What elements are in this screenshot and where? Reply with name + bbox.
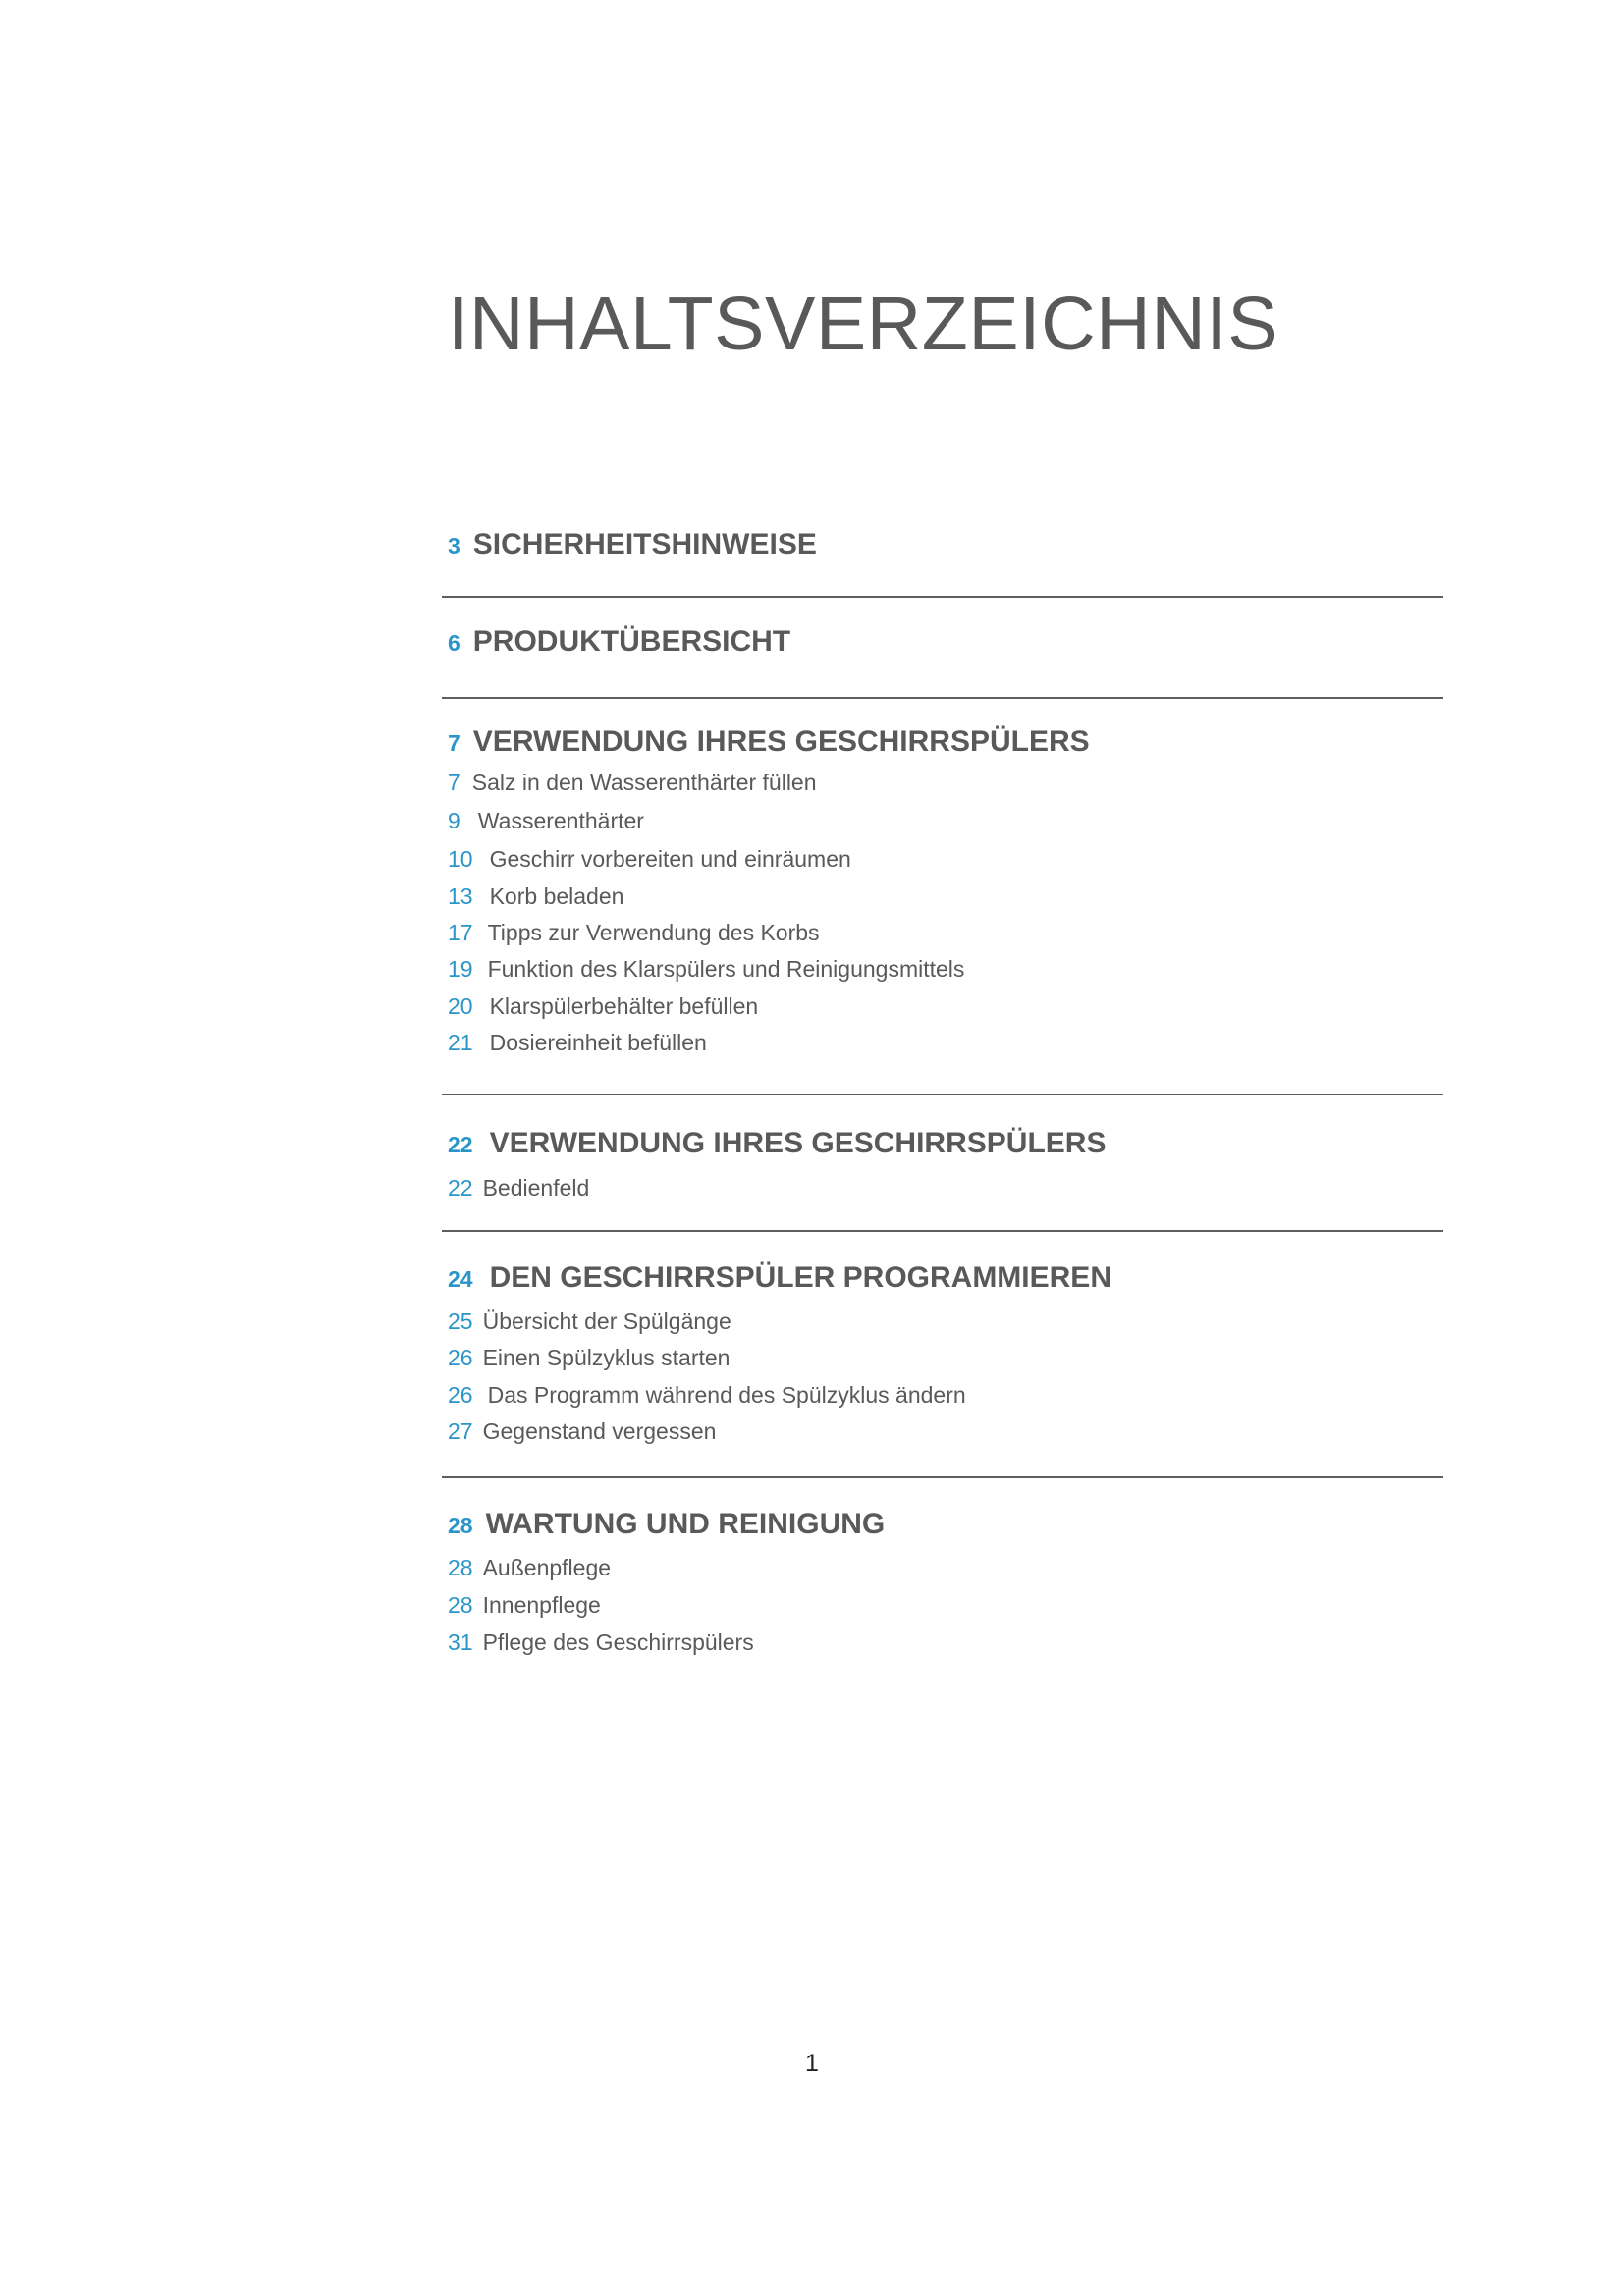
entry-label: Bedienfeld [482, 1175, 590, 1201]
entry-label: Tipps zur Verwendung des Korbs [487, 920, 820, 945]
entry-page-number: 9 [448, 808, 460, 833]
section-divider [442, 596, 1443, 598]
toc-entry[interactable] [448, 958, 964, 981]
entry-page-number: 25 [448, 1308, 473, 1334]
page-number: 1 [805, 2050, 819, 2077]
toc-entry[interactable] [448, 1347, 730, 1369]
section-page-number: 24 [448, 1266, 473, 1292]
section-divider [442, 1094, 1443, 1095]
toc-entry[interactable] [448, 848, 851, 871]
toc-entry[interactable] [448, 1594, 601, 1617]
entry-label: Pflege des Geschirrspülers [482, 1629, 754, 1655]
entry-label: Einen Spülzyklus starten [482, 1345, 731, 1370]
entry-page-number: 28 [448, 1555, 473, 1580]
toc-entry[interactable] [448, 1631, 754, 1654]
section-divider [442, 1476, 1443, 1478]
section-title: VERWENDUNG IHRES GESCHIRRSPÜLERS [472, 725, 1090, 758]
toc-entry[interactable] [448, 1384, 966, 1407]
section-title: PRODUKTÜBERSICHT [472, 625, 791, 658]
toc-entry[interactable] [448, 1420, 716, 1443]
toc-section-heading[interactable] [448, 727, 1090, 757]
section-page-number: 28 [448, 1513, 473, 1538]
entry-label: Geschirr vorbereiten und einräumen [489, 846, 851, 872]
entry-label: Außenpflege [482, 1555, 612, 1580]
section-title: VERWENDUNG IHRES GESCHIRRSPÜLERS [489, 1127, 1107, 1159]
entry-page-number: 27 [448, 1418, 473, 1444]
entry-page-number: 7 [448, 770, 460, 795]
toc-section-heading[interactable] [448, 1263, 1111, 1293]
entry-page-number: 10 [448, 846, 473, 872]
entry-label: Dosiereinheit befüllen [489, 1030, 707, 1055]
toc-entry[interactable] [448, 922, 820, 944]
toc-entry[interactable] [448, 810, 644, 832]
entry-page-number: 19 [448, 956, 473, 982]
entry-page-number: 17 [448, 920, 473, 945]
entry-label: Wasserenthärter [477, 808, 644, 833]
entry-page-number: 20 [448, 993, 473, 1019]
section-divider [442, 697, 1443, 699]
entry-page-number: 26 [448, 1345, 473, 1370]
section-page-number: 7 [448, 730, 460, 756]
toc-section-heading[interactable] [448, 1510, 885, 1539]
entry-label: Funktion des Klarspülers und Reinigungsmittels [487, 956, 965, 982]
section-title: WARTUNG UND REINIGUNG [485, 1508, 886, 1540]
entry-label: Salz in den Wasserenthärter füllen [471, 770, 817, 795]
entry-label: Klarspülerbehälter befüllen [489, 993, 759, 1019]
section-page-number: 3 [448, 533, 460, 559]
toc-section-heading[interactable] [448, 1129, 1106, 1158]
entry-label: Übersicht der Spülgänge [482, 1308, 731, 1334]
toc-entry[interactable] [448, 885, 623, 908]
entry-page-number: 13 [448, 883, 473, 909]
toc-entry[interactable] [448, 1032, 707, 1054]
entry-page-number: 26 [448, 1382, 473, 1408]
entry-label: Gegenstand vergessen [482, 1418, 717, 1444]
toc-entry[interactable] [448, 1177, 589, 1200]
toc-entry[interactable] [448, 995, 758, 1018]
entry-label: Korb beladen [489, 883, 624, 909]
entry-label: Das Programm während des Spülzyklus ändern [487, 1382, 966, 1408]
toc-section-heading[interactable] [448, 530, 817, 560]
entry-page-number: 22 [448, 1175, 473, 1201]
toc-entry[interactable] [448, 1310, 731, 1333]
page-title: INHALTSVERZEICHNIS [448, 282, 1279, 366]
toc-entry[interactable] [448, 1557, 611, 1579]
toc-entry[interactable] [448, 772, 817, 794]
toc-section-heading[interactable] [448, 627, 790, 657]
section-divider [442, 1230, 1443, 1232]
entry-page-number: 21 [448, 1030, 473, 1055]
entry-page-number: 31 [448, 1629, 473, 1655]
section-page-number: 6 [448, 630, 460, 656]
entry-label: Innenpflege [482, 1592, 601, 1618]
entry-page-number: 28 [448, 1592, 473, 1618]
section-page-number: 22 [448, 1132, 473, 1157]
section-title: DEN GESCHIRRSPÜLER PROGRAMMIEREN [489, 1261, 1111, 1294]
section-title: SICHERHEITSHINWEISE [472, 528, 817, 561]
